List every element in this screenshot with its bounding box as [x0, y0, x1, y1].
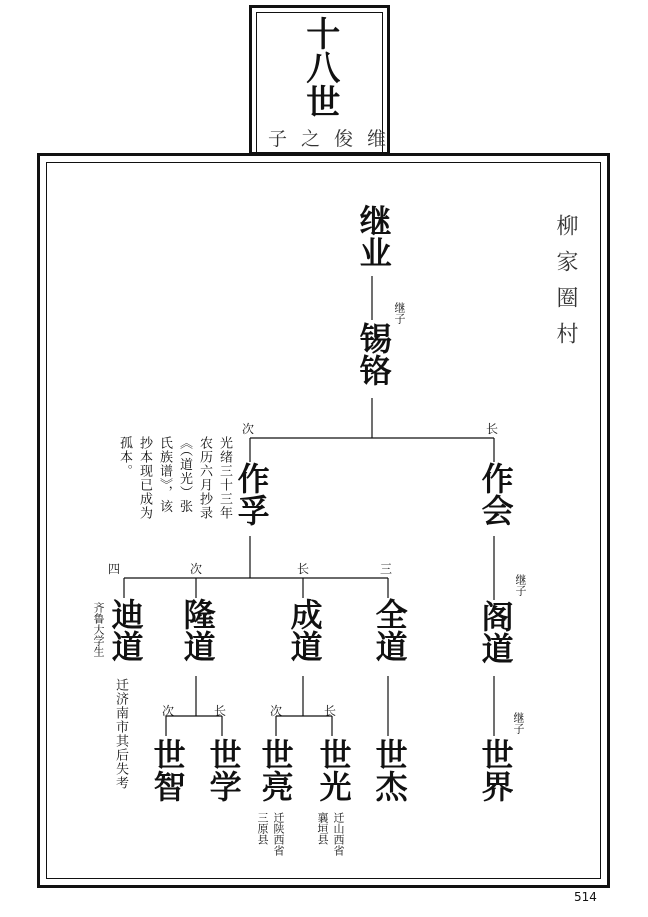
relation-fourth-son: 四	[108, 562, 121, 576]
person-chengdao: 成道	[285, 598, 324, 662]
shiliang-note-county: 三原县	[256, 812, 269, 845]
person-didao: 迪道	[106, 598, 145, 662]
relation-eldest-son: 长	[214, 704, 227, 718]
record-note-col3: 《（道光）张	[177, 436, 192, 514]
relation-eldest-son: 长	[324, 704, 337, 718]
person-gedao: 阁道	[476, 600, 515, 664]
shiliang-note-moved: 迁陕西省	[272, 812, 285, 856]
relation-adopted-son: 继子	[514, 574, 527, 596]
generation-subtitle: 子之俊维	[268, 128, 401, 150]
record-note-col1: 光绪三十三年	[217, 436, 232, 520]
person-quandao: 全道	[370, 598, 409, 662]
person-shijie-world: 世界	[476, 738, 515, 802]
record-note-col5: 抄本现已成为	[137, 436, 152, 520]
person-shiliang: 世亮	[256, 738, 295, 802]
relation-second-son: 次	[270, 704, 283, 718]
relation-adopted-son: 继子	[512, 712, 525, 734]
relation-eldest-son: 长	[297, 562, 310, 576]
person-shizhi: 世智	[148, 738, 187, 802]
didao-note-moved: 迁济南市其后失考	[113, 678, 128, 790]
person-shixue: 世学	[204, 738, 243, 802]
relation-second-son: 次	[242, 422, 255, 436]
relation-eldest-son: 长	[486, 422, 499, 436]
record-note-col2: 农历六月抄录	[197, 436, 212, 520]
village-name: 柳家圈村	[553, 214, 578, 358]
person-shijie: 世杰	[370, 738, 409, 802]
page-number: 514	[574, 890, 597, 904]
person-jiye: 继业	[354, 204, 393, 268]
record-note-col6: 孤本。	[117, 436, 132, 478]
person-zuohui: 作会	[476, 462, 515, 526]
person-xige: 锡铬	[354, 322, 393, 386]
shiguang-note-county: 襄垣县	[316, 812, 329, 845]
shiguang-note-moved: 迁山西省	[332, 812, 345, 856]
relation-adopted-son: 继子	[393, 302, 406, 324]
relation-second-son: 次	[162, 704, 175, 718]
person-zuofu: 作孚	[232, 462, 271, 526]
person-shiguang: 世光	[314, 738, 353, 802]
relation-second-son: 次	[190, 562, 203, 576]
generation-title: 十八世	[299, 16, 340, 118]
record-note-col4: 氏族谱》，该	[157, 436, 172, 514]
didao-note-student: 齐鲁大学生	[92, 602, 105, 657]
person-longdao: 隆道	[178, 598, 217, 662]
relation-third-son: 三	[380, 562, 393, 576]
